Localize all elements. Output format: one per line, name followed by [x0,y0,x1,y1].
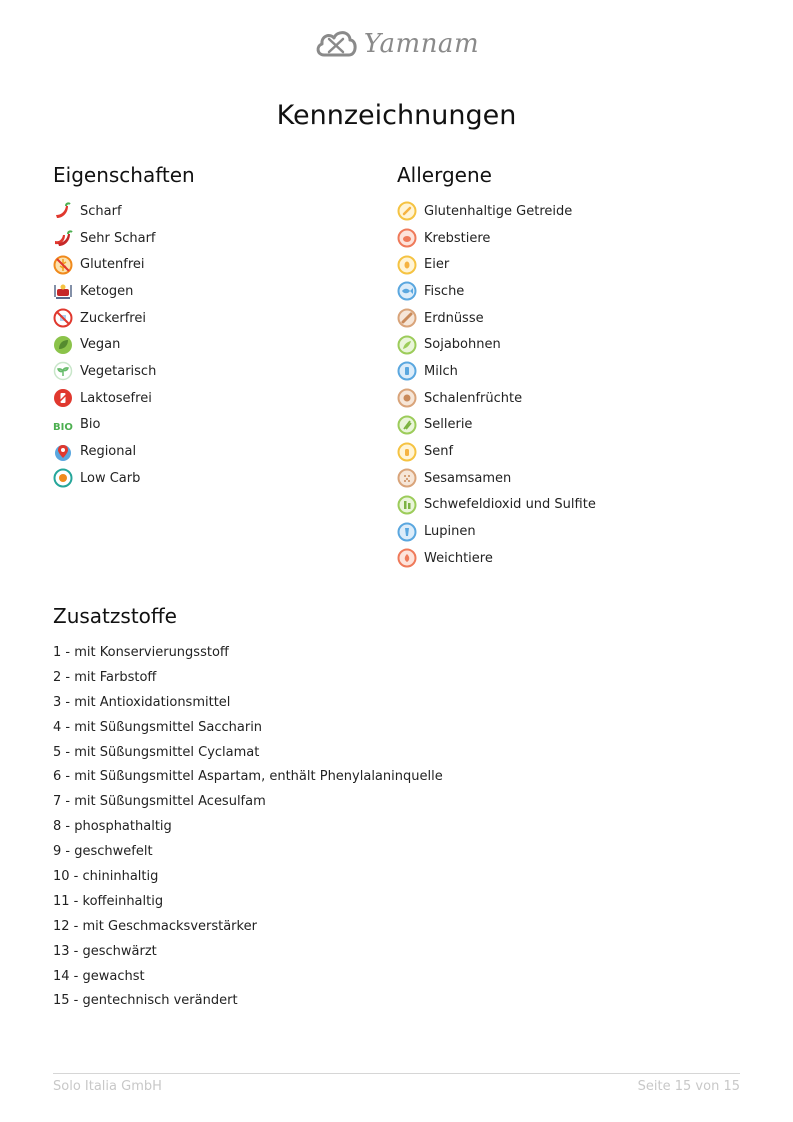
ketogenic-icon [53,281,73,301]
footer-page-number: Seite 15 von 15 [637,1079,740,1094]
list-item: 11 - koffeinhaltig [53,893,164,909]
list-item: 6 - mit Süßungsmittel Aspartam, enthält Phenylalaninquelle [53,769,443,785]
cloud-cutlery-logo-icon [314,24,358,64]
list-item: 10 - chininhaltig [53,868,159,884]
nut-icon [397,388,417,408]
list-item: Lupinen [397,518,747,545]
list-item: Schwefeldioxid und Sulfite [397,492,747,519]
list-item: BIO Bio [53,412,373,439]
list-item: 7 - mit Süßungsmittel Acesulfam [53,794,266,810]
list-item: Sehr Scharf [53,225,373,252]
list-item: Senf [397,438,747,465]
milk-icon [397,361,417,381]
list-item: Low Carb [53,465,373,492]
list-item: 8 - phosphathaltig [53,819,172,835]
list-item: Ketogen [53,278,373,305]
fish-icon [397,281,417,301]
sugar-free-icon [53,308,73,328]
gluten-free-icon [53,255,73,275]
sesame-icon [397,468,417,488]
lupine-icon [397,522,417,542]
list-item: 14 - gewachst [53,968,145,984]
list-item: 4 - mit Süßungsmittel Saccharin [53,719,263,735]
page-title: Kennzeichnungen [276,100,517,131]
footer-divider [53,1073,740,1074]
zusatzstoffe-list [53,640,653,1013]
list-item: Sojabohnen [397,331,747,358]
list-item: Regional [53,438,373,465]
grain-icon [397,201,417,221]
regional-pin-icon [53,442,73,462]
list-item: 1 - mit Konservierungsstoff [53,644,229,660]
mollusc-icon [397,548,417,568]
list-item: Glutenhaltige Getreide [397,198,747,225]
logo-wordmark: Yamnam [363,29,480,59]
list-item: Vegan [53,331,373,358]
bio-icon [53,415,73,435]
list-item: Krebstiere [397,225,747,252]
list-item: Schalenfrüchte [397,385,747,412]
list-item: Vegetarisch [53,358,373,385]
list-item: Scharf [53,198,373,225]
list-item: 5 - mit Süßungsmittel Cyclamat [53,744,260,760]
allergene-list [397,198,747,572]
list-item: Eier [397,251,747,278]
list-item: 2 - mit Farbstoff [53,669,157,685]
list-item: 3 - mit Antioxidationsmittel [53,694,231,710]
list-item: Sellerie [397,412,747,439]
chili-icon [53,201,73,221]
list-item: 9 - geschwefelt [53,844,153,860]
list-item: 15 - gentechnisch verändert [53,993,238,1009]
header-logo [0,24,793,64]
zusatzstoffe-heading: Zusatzstoffe [53,604,177,628]
list-item: 12 - mit Geschmacksverstärker [53,918,257,934]
soybean-icon [397,335,417,355]
list-item: Zuckerfrei [53,305,373,332]
lactose-free-icon [53,388,73,408]
list-item: 13 - geschwärzt [53,943,157,959]
list-item: Fische [397,278,747,305]
eigenschaften-heading: Eigenschaften [53,163,195,187]
celery-icon [397,415,417,435]
vegan-leaf-icon [53,335,73,355]
list-item: Weichtiere [397,545,747,572]
egg-icon [397,255,417,275]
vegetarian-sprout-icon [53,361,73,381]
eigenschaften-list [53,198,373,492]
mustard-icon [397,442,417,462]
list-item: Erdnüsse [397,305,747,332]
list-item: Sesamsamen [397,465,747,492]
list-item: Milch [397,358,747,385]
sulfite-icon [397,495,417,515]
allergene-heading: Allergene [397,163,492,187]
low-carb-icon [53,468,73,488]
peanut-icon [397,308,417,328]
list-item: Glutenfrei [53,251,373,278]
list-item: Laktosefrei [53,385,373,412]
crustacean-icon [397,228,417,248]
svg-text:BIO: BIO [53,421,73,433]
footer-company: Solo Italia GmbH [53,1079,162,1094]
chili-double-icon [53,228,73,248]
